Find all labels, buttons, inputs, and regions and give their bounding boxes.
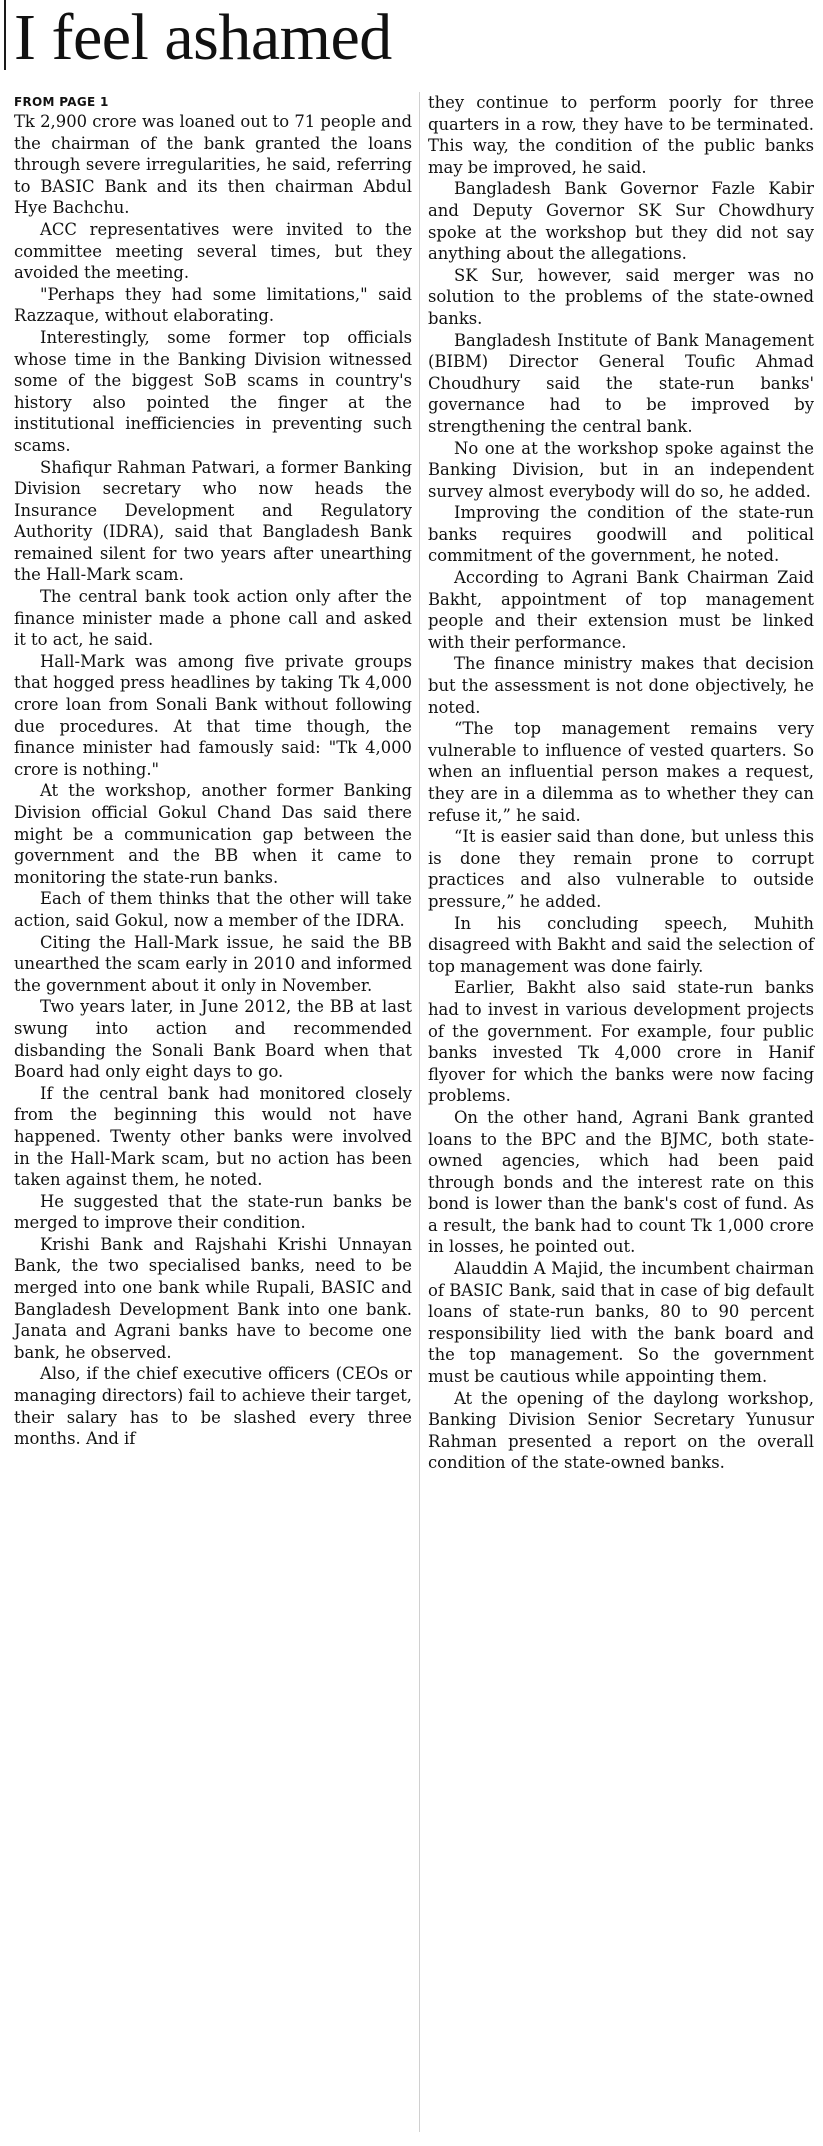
paragraph: Alauddin A Majid, the incumbent chairman of BASIC Bank, said that in case of big default loans of state-run banks, 80 to 90 percent responsibility lied with the bank board and the top management. So the government must be cautious while appointing them. — [428, 1259, 814, 1387]
paragraph: On the other hand, Agrani Bank granted loans to the BPC and the BJMC, both state-owned agencies, which had been paid through bonds and the interest rate on this bond is lower than the bank's cost of fund. As a result, the bank had to count Tk 1,000 crore in losses, he pointed out. — [428, 1107, 814, 1257]
paragraph: The finance ministry makes that decision but the assessment is not done objectively, he noted. — [428, 654, 814, 717]
paragraph: Krishi Bank and Rajshahi Krishi Unnayan Bank, the two specialised banks, need to be merged into one bank while Rupali, BASIC and Bangladesh Development Bank into one bank. Janata and Agrani banks have to become one bank, he observed. — [14, 1234, 412, 1362]
article-column-right — [428, 92, 814, 1474]
paragraph: “The top management remains very vulnerable to influence of vested quarters. So when an influential person makes a request, they are in a dilemma as to whether they can refuse it,” he said. — [428, 719, 814, 825]
column-divider — [419, 92, 420, 2132]
paragraph: Improving the condition of the state-run banks requires goodwill and political commitment of the government, he noted. — [428, 503, 814, 566]
paragraph: Hall-Mark was among five private groups that hogged press headlines by taking Tk 4,000 crore loan from Sonali Bank without following due procedures. At that time though, the finance minister had famously said: "Tk 4,000 crore is nothing." — [14, 651, 412, 779]
paragraph: He suggested that the state-run banks be merged to improve their condition. — [14, 1191, 412, 1233]
kicker: FROM PAGE 1 — [14, 95, 109, 109]
paragraph: Shafiqur Rahman Patwari, a former Banking Division secretary who now heads the Insurance Development and Regulatory Authority (IDRA), said that Bangladesh Bank remained silent for two years after unearthing the Hall-Mark scam. — [14, 457, 412, 585]
paragraph: At the opening of the daylong workshop, Banking Division Senior Secretary Yunusur Rahman presented a report on the overall condition of the state-owned banks. — [428, 1388, 814, 1473]
paragraph: Citing the Hall-Mark issue, he said the BB unearthed the scam early in 2010 and informed the government about it only in November. — [14, 932, 412, 995]
paragraph: Also, if the chief executive officers (CEOs or managing directors) fail to achieve their target, their salary has to be slashed every three months. And if — [14, 1364, 412, 1449]
paragraph: ACC representatives were invited to the committee meeting several times, but they avoided the meeting. — [14, 219, 412, 283]
paragraph: According to Agrani Bank Chairman Zaid Bakht, appointment of top management people and their extension must be linked with their performance. — [428, 568, 814, 652]
paragraph: Earlier, Bakht also said state-run banks had to invest in various development projects of the government. For example, four public banks invested Tk 4,000 crore in Hanif flyover for which the banks were now facing problems. — [428, 978, 814, 1106]
paragraph: Tk 2,900 crore was loaned out to 71 people and the chairman of the bank granted the loans through severe irregularities, he said, referring to BASIC Bank and its then chairman Abdul Hye Bachchu. — [14, 112, 412, 218]
paragraph: Bangladesh Bank Governor Fazle Kabir and Deputy Governor SK Sur Chowdhury spoke at the workshop but they did not say anything about the allegations. — [428, 179, 814, 264]
headline-rule — [4, 0, 6, 70]
paragraph: Bangladesh Institute of Bank Management (BIBM) Director General Toufic Ahmad Choudhury said the state-run banks' governance had to be improved by strengthening the central bank. — [428, 330, 814, 436]
paragraph: If the central bank had monitored closely from the beginning this would not have happened. Twenty other banks were involved in the Hall-Mark scam, but no action has been taken against them, he noted. — [14, 1083, 412, 1190]
paragraph: Each of them thinks that the other will take action, said Gokul, now a member of the IDRA. — [14, 889, 412, 930]
paragraph: The central bank took action only after the finance minister made a phone call and asked it to act, he said. — [14, 587, 412, 650]
article-column-left — [14, 94, 412, 1450]
paragraph: Two years later, in June 2012, the BB at last swung into action and recommended disbanding the Sonali Bank Board when that Board had only eight days to go. — [14, 997, 412, 1082]
paragraph: Interestingly, some former top officials whose time in the Banking Division witnessed some of the biggest SoB scams in country's history also pointed the finger at the institutional inefficiencies in preventing such scams. — [14, 327, 412, 455]
headline: I feel ashamed — [14, 1, 392, 74]
paragraph: No one at the workshop spoke against the Banking Division, but in an independent survey almost everybody will do so, he added. — [428, 438, 814, 501]
paragraph: “It is easier said than done, but unless this is done they remain prone to corrupt practices and also vulnerable to outside pressure,” he added. — [428, 827, 814, 911]
paragraph: they continue to perform poorly for three quarters in a row, they have to be terminated. This way, the condition of the public banks may be improved, he said. — [428, 93, 814, 177]
paragraph: In his concluding speech, Muhith disagreed with Bakht and said the selection of top management was done fairly. — [428, 913, 814, 976]
paragraph: SK Sur, however, said merger was no solution to the problems of the state-owned banks. — [428, 265, 814, 328]
paragraph: "Perhaps they had some limitations," said Razzaque, without elaborating. — [14, 284, 412, 326]
paragraph: At the workshop, another former Banking Division official Gokul Chand Das said there might be a communication gap between the government and the BB when it came to monitoring the state-run banks. — [14, 781, 412, 887]
